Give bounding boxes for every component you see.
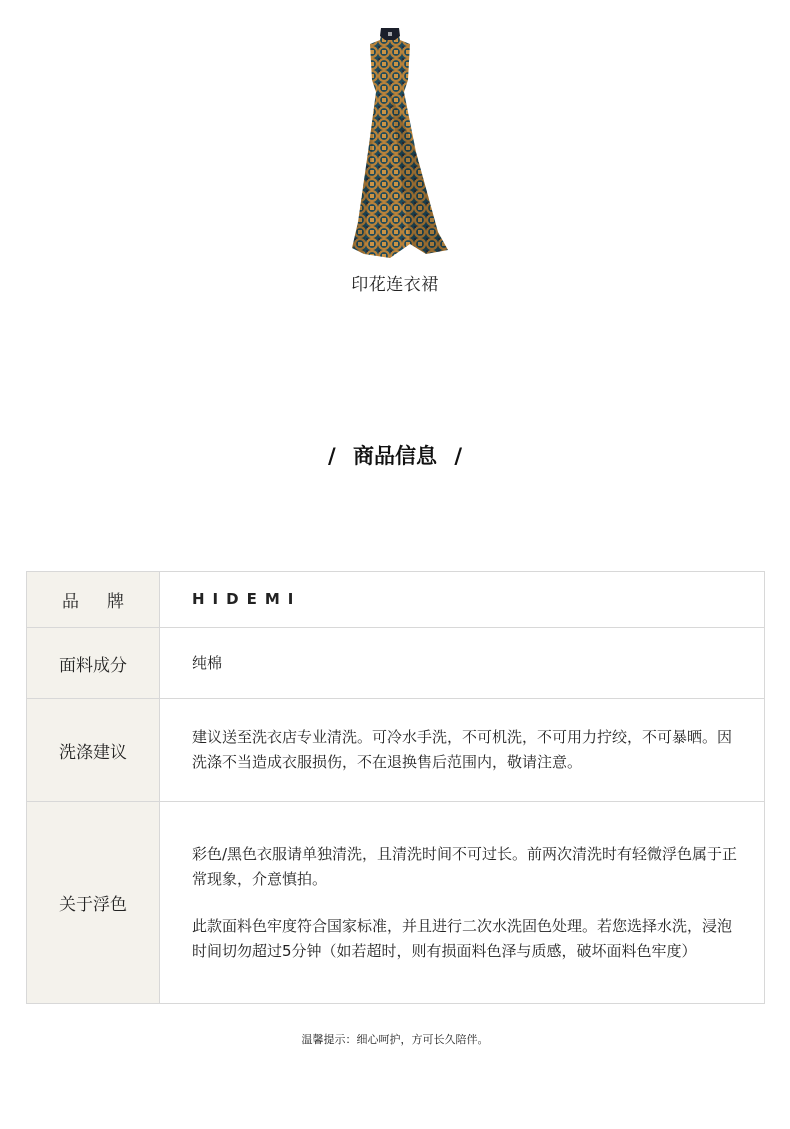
table-row-washing [27, 699, 765, 802]
title-slash-right: / [454, 444, 462, 468]
section-title [0, 440, 790, 470]
product-info-table [26, 571, 765, 1004]
row-key: 关于浮色 [27, 802, 160, 1004]
table-row-brand [27, 572, 765, 628]
row-key [27, 572, 160, 628]
color-note-paragraph-1: 彩色/黑色衣服请单独清洗，且清洗时间不可过长。前两次清洗时有轻微浮色属于正常现象，介意慎拍。 [192, 844, 738, 888]
section-title-text: 商品信息 [353, 444, 437, 468]
row-key: 洗涤建议 [27, 699, 160, 802]
brand-key-label: 品牌 [62, 592, 152, 612]
table-row-material [27, 628, 765, 699]
material-value: 纯棉 [160, 628, 765, 699]
product-name: 印花连衣裙 [351, 275, 439, 295]
brand-value: HIDEMI [192, 590, 302, 608]
title-slash-left: / [328, 444, 336, 468]
footer-tip: 温馨提示：细心呵护，方可长久陪伴。 [301, 1033, 489, 1046]
row-value [160, 572, 765, 628]
color-note-paragraph-2: 此款面料色牢度符合国家标准，并且进行二次水洗固色处理。若您选择水洗，浸泡时间切勿超过5分钟（如若超时，则有损面料色泽与质感，破坏面料色牢度） [192, 916, 733, 960]
dress-product-image [330, 22, 460, 262]
washing-value: 建议送至洗衣店专业清洗。可冷水手洗，不可机洗，不可用力拧绞，不可暴晒。因洗涤不当造成衣服损伤，不在退换售后范围内，敬请注意。 [160, 699, 765, 802]
table-row-color-fastness [27, 802, 765, 1004]
row-key: 面料成分 [27, 628, 160, 699]
color-fastness-value [160, 802, 765, 1004]
